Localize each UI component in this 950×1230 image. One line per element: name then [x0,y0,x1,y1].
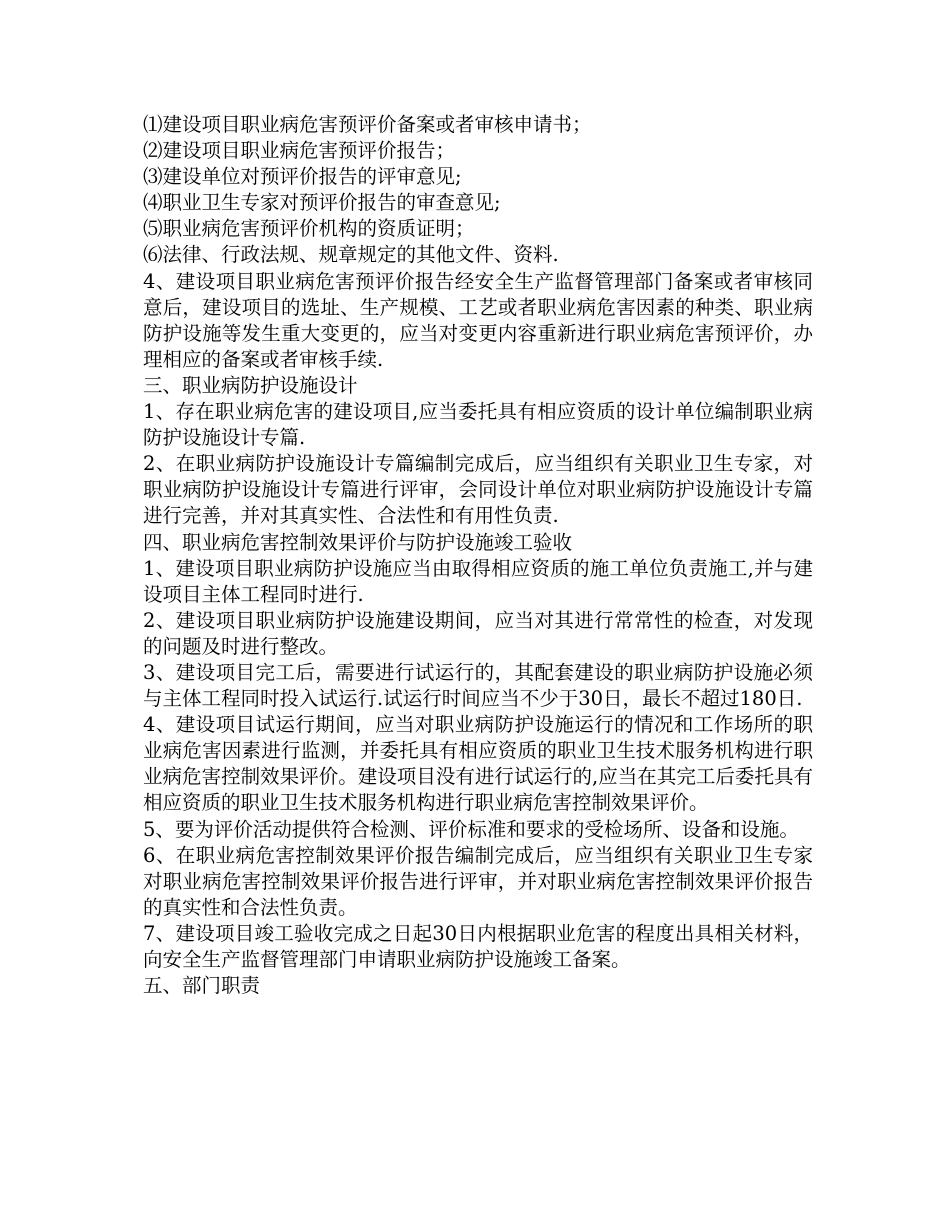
paragraph-item-4-4: 4、建设项目试运行期间，应当对职业病防护设施运行的情况和工作场所的职业病危害因素进行监测，并委托具有相应资质的职业卫生技术服务机构进行职业病危害控制效果评价。建设项目没有进行试运行的,应当在其完工后委托具有相应资质的职业卫生技术服务机构进行职业病危害控制效果评价。 [143,713,813,815]
paragraph-item-3-2: 2、在职业病防护设施设计专篇编制完成后，应当组织有关职业卫生专家，对职业病防护设施设计专篇进行评审，会同设计单位对职业病防护设施设计专篇进行完善，并对其真实性、合法性和有用性负责. [143,452,813,528]
section-heading-3: 三、职业病防护设施设计 [143,373,358,397]
paragraph-item-4-7: 7、建设项目竣工验收完成之日起30日内根据职业危害的程度出具相关材料，向安全生产监督管理部门申请职业病防护设施竣工备案。 [143,921,813,971]
section-heading-4: 四、职业病危害控制效果评价与防护设施竣工验收 [143,530,573,554]
list-item-6: ⑹法律、行政法规、规章规定的其他文件、资料. [143,243,559,267]
section-heading-5: 五、部门职责 [143,974,261,998]
list-item-5: ⑸职业病危害预评价机构的资质证明； [143,217,475,241]
paragraph-item-4-2: 2、建设项目职业病防护设施建设期间，应当对其进行常常性的检查，对发现的问题及时进行整改。 [143,608,813,658]
paragraph-item-4-3: 3、建设项目完工后，需要进行试运行的，其配套建设的职业病防护设施必须与主体工程同时投入试运行.试运行时间应当不少于30日，最长不超过180日. [143,660,813,711]
list-item-3: ⑶建设单位对预评价报告的评审意见; [143,165,462,189]
paragraph-item-4-6: 6、在职业病危害控制效果评价报告编制完成后，应当组织有关职业卫生专家对职业病危害控制效果评价报告进行评审，并对职业病危害控制效果评价报告的真实性和合法性负责。 [143,843,813,919]
list-item-1: ⑴建设项目职业病危害预评价备案或者审核申请书； [143,113,592,136]
paragraph-item-4-5: 5、要为评价活动提供符合检测、评价标准和要求的受检场所、设备和设施。 [143,817,799,841]
list-item-2: ⑵建设项目职业病危害预评价报告； [143,139,456,163]
paragraph-item-3-1: 1、存在职业病危害的建设项目,应当委托具有相应资质的设计单位编制职业病防护设施设计专篇. [143,400,813,450]
list-item-4: ⑷职业卫生专家对预评价报告的审查意见; [143,191,501,215]
document-body [143,112,813,999]
paragraph-item-4: 4、建设项目职业病危害预评价报告经安全生产监督管理部门备案或者审核同意后，建设项目的选址、生产规模、工艺或者职业病危害因素的种类、职业病防护设施等发生重大变更的，应当对变更内容重新进行职业病危害预评价，办理相应的备案或者审核手续. [143,269,813,371]
paragraph-item-4-1: 1、建设项目职业病防护设施应当由取得相应资质的施工单位负责施工,并与建设项目主体工程同时进行. [143,556,813,606]
